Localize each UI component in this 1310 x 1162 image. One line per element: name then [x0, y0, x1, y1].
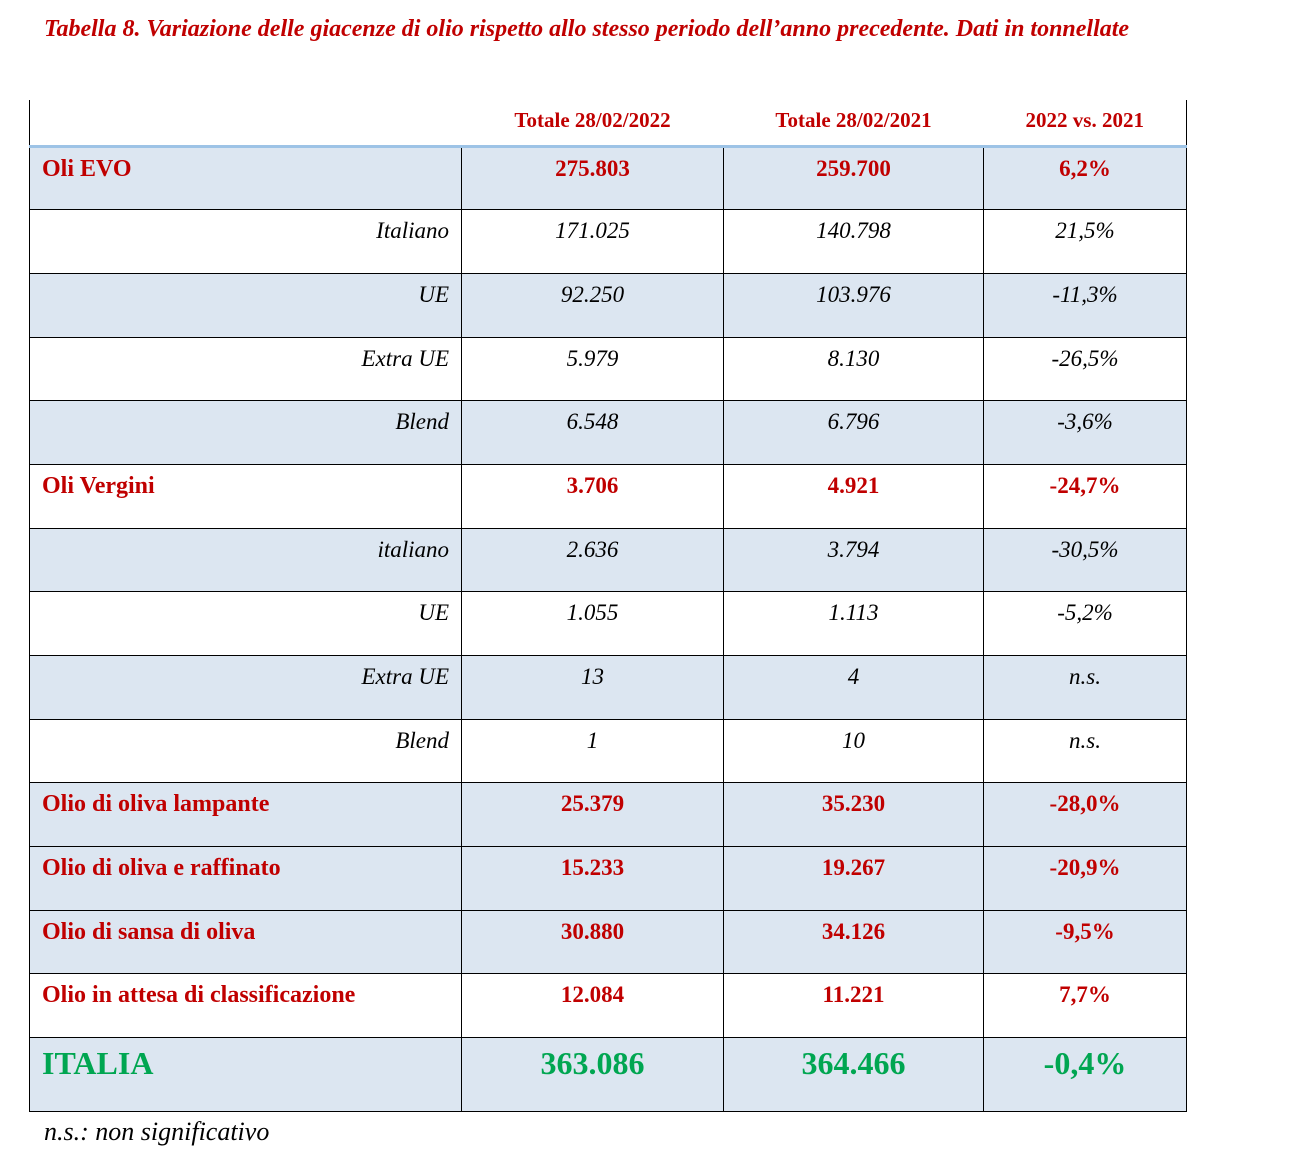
table-row	[30, 210, 1187, 274]
value-2022: 92.250	[462, 273, 724, 337]
table-row	[30, 910, 1187, 974]
change-value: 21,5%	[984, 210, 1187, 274]
footnote: n.s.: non significativo	[44, 1117, 270, 1146]
row-label: Italiano	[30, 210, 462, 274]
change-value: -3,6%	[984, 401, 1187, 465]
value-2022: 6.548	[462, 401, 724, 465]
table-row	[30, 719, 1187, 783]
header-row	[30, 100, 1187, 146]
row-label: Oli EVO	[30, 146, 462, 210]
value-2022: 5.979	[462, 337, 724, 401]
value-2021: 34.126	[724, 910, 984, 974]
value-2022: 1	[462, 719, 724, 783]
table-row	[30, 337, 1187, 401]
change-value: -20,9%	[984, 847, 1187, 911]
row-label: Olio in attesa di classificazione	[30, 974, 462, 1038]
change-value: -9,5%	[984, 910, 1187, 974]
table-caption: Tabella 8. Variazione delle giacenze di olio rispetto allo stesso periodo dell’anno precedente. Dati in tonnellate	[44, 16, 1130, 42]
value-2022: 15.233	[462, 847, 724, 911]
change-value: 7,7%	[984, 974, 1187, 1038]
row-label: UE	[30, 592, 462, 656]
change-value: -24,7%	[984, 464, 1187, 528]
row-label: Oli Vergini	[30, 464, 462, 528]
value-2021: 6.796	[724, 401, 984, 465]
header-2022: Totale 28/02/2022	[462, 100, 724, 146]
row-label: italiano	[30, 528, 462, 592]
row-label: UE	[30, 273, 462, 337]
value-2022: 2.636	[462, 528, 724, 592]
value-2022: 12.084	[462, 974, 724, 1038]
table-row	[30, 974, 1187, 1038]
table-row	[30, 146, 1187, 210]
value-2022: 3.706	[462, 464, 724, 528]
value-2021: 35.230	[724, 783, 984, 847]
header-2021: Totale 28/02/2021	[724, 100, 984, 146]
change-value: -28,0%	[984, 783, 1187, 847]
change-value: -5,2%	[984, 592, 1187, 656]
value-2021: 10	[724, 719, 984, 783]
change-value: n.s.	[984, 656, 1187, 720]
total-row	[30, 1038, 1187, 1112]
row-label: Extra UE	[30, 337, 462, 401]
change-value: n.s.	[984, 719, 1187, 783]
value-2022: 171.025	[462, 210, 724, 274]
value-2021: 3.794	[724, 528, 984, 592]
row-label: Blend	[30, 719, 462, 783]
table-row	[30, 528, 1187, 592]
table-row	[30, 273, 1187, 337]
value-2022: 275.803	[462, 146, 724, 210]
total-2022: 363.086	[462, 1038, 724, 1112]
change-value: 6,2%	[984, 146, 1187, 210]
value-2021: 11.221	[724, 974, 984, 1038]
value-2021: 19.267	[724, 847, 984, 911]
total-2021: 364.466	[724, 1038, 984, 1112]
row-label: Olio di oliva lampante	[30, 783, 462, 847]
value-2021: 8.130	[724, 337, 984, 401]
value-2022: 13	[462, 656, 724, 720]
value-2021: 4	[724, 656, 984, 720]
value-2021: 4.921	[724, 464, 984, 528]
row-label: Blend	[30, 401, 462, 465]
total-label: ITALIA	[30, 1038, 462, 1112]
value-2022: 1.055	[462, 592, 724, 656]
table-row	[30, 847, 1187, 911]
value-2021: 1.113	[724, 592, 984, 656]
total-change: -0,4%	[984, 1038, 1187, 1112]
header-blank	[30, 100, 462, 146]
value-2022: 25.379	[462, 783, 724, 847]
change-value: -26,5%	[984, 337, 1187, 401]
table-row	[30, 464, 1187, 528]
value-2021: 103.976	[724, 273, 984, 337]
row-label: Extra UE	[30, 656, 462, 720]
value-2022: 30.880	[462, 910, 724, 974]
header-change: 2022 vs. 2021	[984, 100, 1187, 146]
value-2021: 259.700	[724, 146, 984, 210]
table-row	[30, 656, 1187, 720]
stock-variation-table	[29, 100, 1187, 1112]
row-label: Olio di oliva e raffinato	[30, 847, 462, 911]
change-value: -11,3%	[984, 273, 1187, 337]
table-row	[30, 592, 1187, 656]
table-row	[30, 783, 1187, 847]
value-2021: 140.798	[724, 210, 984, 274]
row-label: Olio di sansa di oliva	[30, 910, 462, 974]
table-row	[30, 401, 1187, 465]
change-value: -30,5%	[984, 528, 1187, 592]
